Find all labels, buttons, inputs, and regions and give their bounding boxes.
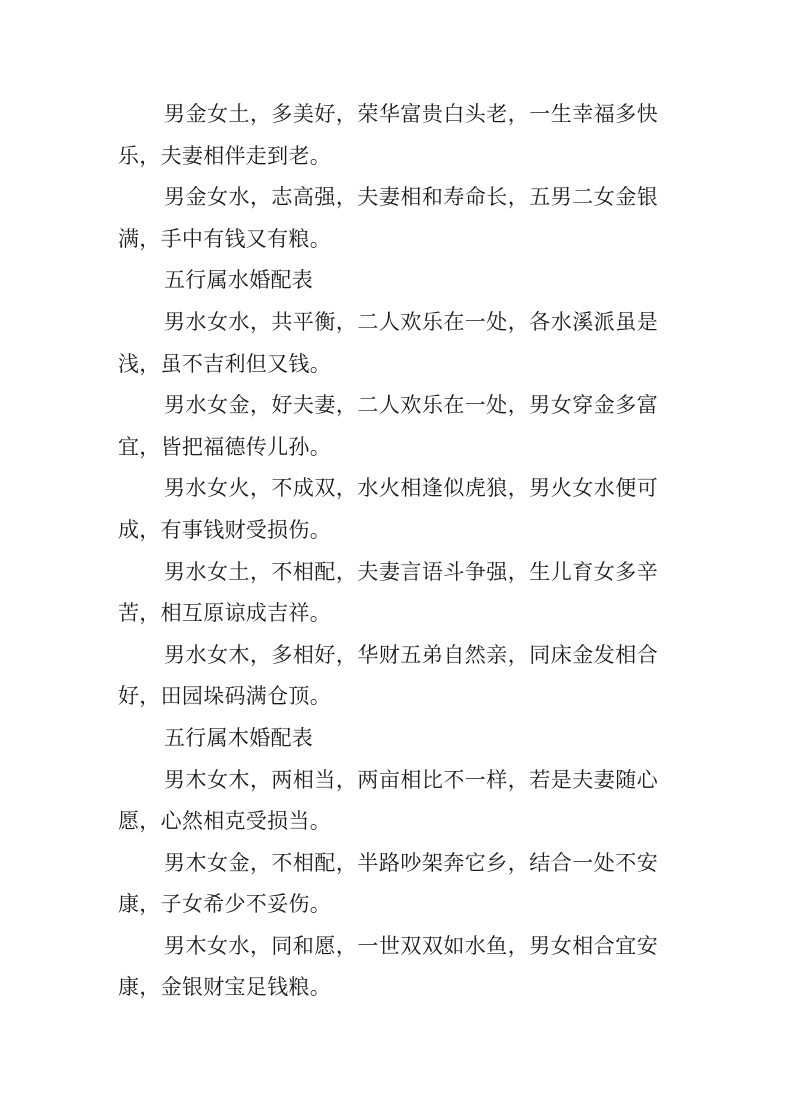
document-body (118, 94, 658, 1009)
paragraph-metal-earth: 男金女土，多美好，荣华富贵白头老，一生幸福多快乐，夫妻相伴走到老。 (118, 102, 658, 168)
paragraph-water-wood: 男水女木，多相好，华财五弟自然亲，同床金发相合好，田园垛码满仓顶。 (118, 642, 658, 709)
section-heading-water: 五行属水婚配表 (164, 268, 314, 293)
paragraph-water-water: 男水女水，共平衡，二人欢乐在一处，各水溪派虽是浅，虽不吉利但又钱。 (118, 309, 658, 376)
paragraph-metal-water: 男金女水，志高强，夫妻相和寿命长，五男二女金银满，手中有钱又有粮。 (118, 185, 658, 251)
paragraph-wood-water: 男木女水，同和愿，一世双双如水鱼，男女相合宜安康，金银财宝足钱粮。 (118, 933, 658, 1000)
section-heading-wood: 五行属木婚配表 (164, 725, 314, 750)
paragraph-water-fire: 男水女火，不成双，水火相逢似虎狼，男火女水便可成，有事钱财受损伤。 (118, 476, 658, 542)
paragraph-water-metal: 男水女金，好夫妻，二人欢乐在一处，男女穿金多富宜，皆把福德传儿孙。 (118, 393, 658, 459)
paragraph-water-earth: 男水女土，不相配，夫妻言语斗争强，生儿育女多辛苦，相互原谅成吉祥。 (118, 559, 658, 626)
paragraph-wood-metal: 男木女金，不相配，半路吵架奔它乡，结合一处不安康，子女希少不妥伤。 (118, 850, 658, 917)
paragraph-wood-wood: 男木女木，两相当，两亩相比不一样，若是夫妻随心愿，心然相克受损当。 (118, 767, 658, 834)
